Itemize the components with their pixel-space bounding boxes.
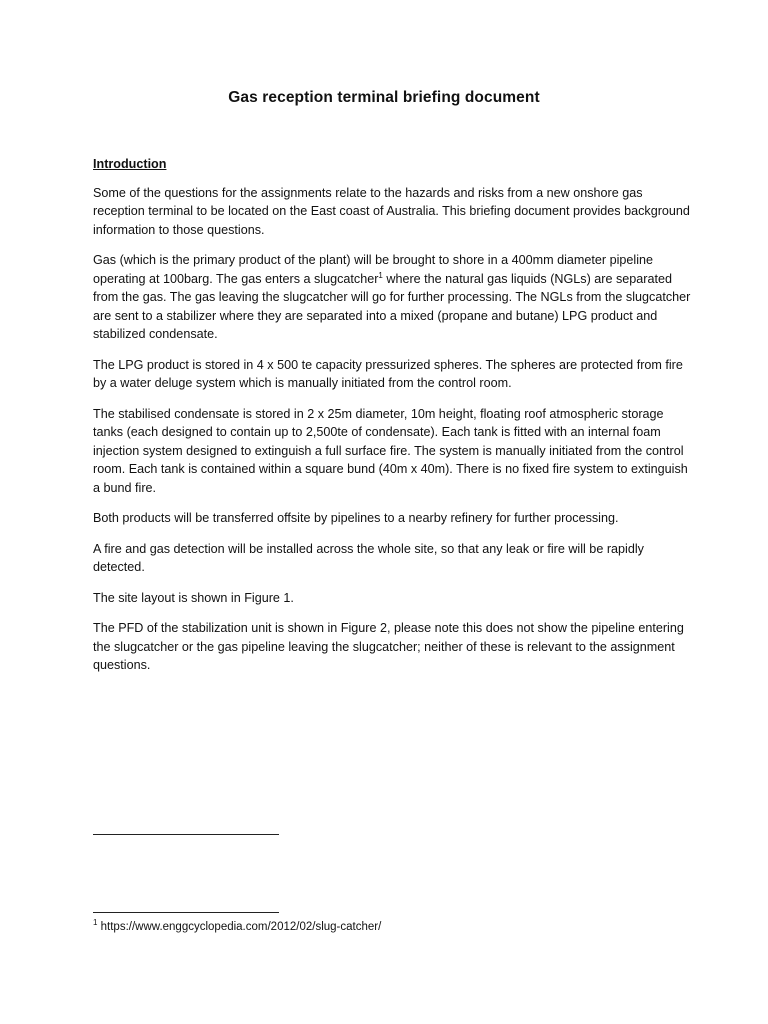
paragraph-pfd: The PFD of the stabilization unit is shown in Figure 2, please note this does not show the pipeline entering the slugcatcher or the gas pipeline leaving the slugcatcher; neither of these is relevant to the assignment questions. bbox=[93, 621, 684, 672]
footnote-marker: 1 bbox=[93, 918, 98, 928]
paragraph-detection: A fire and gas detection will be installed across the whole site, so that any leak or fire will be rapidly detected. bbox=[93, 541, 644, 574]
paragraph-site-layout: The site layout is shown in Figure 1. bbox=[93, 590, 294, 605]
document-title: Gas reception terminal briefing document bbox=[228, 89, 540, 106]
paragraph-intro: Some of the questions for the assignments relate to the hazards and risks from a new onshore gas reception terminal to be located on the East coast of Australia. This briefing document provides background information to those questions. bbox=[93, 185, 690, 237]
gas-text-part2: where the natural gas liquids (NGLs) are separated from the gas. The gas leaving the slugcatcher will go for further processing. The NGLs from the slugcatcher are sent to a stabilizer where they are separated into a mixed (propane and butane) LPG product and stabilized condensate. bbox=[93, 271, 691, 341]
gas-text-part1: Gas (which is the primary product of the plant) will be brought to shore in a 400mm diameter pipeline operating at 100barg. The gas enters a slugcatcher bbox=[93, 253, 653, 286]
paragraph-condensate: The stabilised condensate is stored in 2 x 25m diameter, 10m height, floating roof atmospheric storage tanks (each designed to contain up to 2,500te of condensate). Each tank is fitted with an internal foam injection system designed to extinguish a full surface fire. The system is manually initiated from the control room. Each tank is contained within a square bund (40m x 40m). There is no fixed fire system to extinguish a bund fire. bbox=[93, 406, 688, 495]
paragraph-transfer: Both products will be transferred offsite by pipelines to a nearby refinery for further processing. bbox=[93, 511, 619, 525]
paragraph-lpg: The LPG product is stored in 4 x 500 te capacity pressurized spheres. The spheres are protected from fire by a water deluge system which is manually initiated from the control room. bbox=[93, 357, 683, 390]
footnote-reference: 1 bbox=[378, 270, 383, 280]
divider-line bbox=[93, 834, 279, 835]
footnote bbox=[93, 919, 381, 935]
paragraph-gas bbox=[93, 251, 693, 344]
section-heading-introduction: Introduction bbox=[93, 157, 167, 171]
footnote-link[interactable]: https://www.enggcyclopedia.com/2012/02/slug-catcher/ bbox=[97, 921, 382, 933]
document-body bbox=[93, 155, 693, 687]
footnote-separator bbox=[93, 912, 279, 913]
